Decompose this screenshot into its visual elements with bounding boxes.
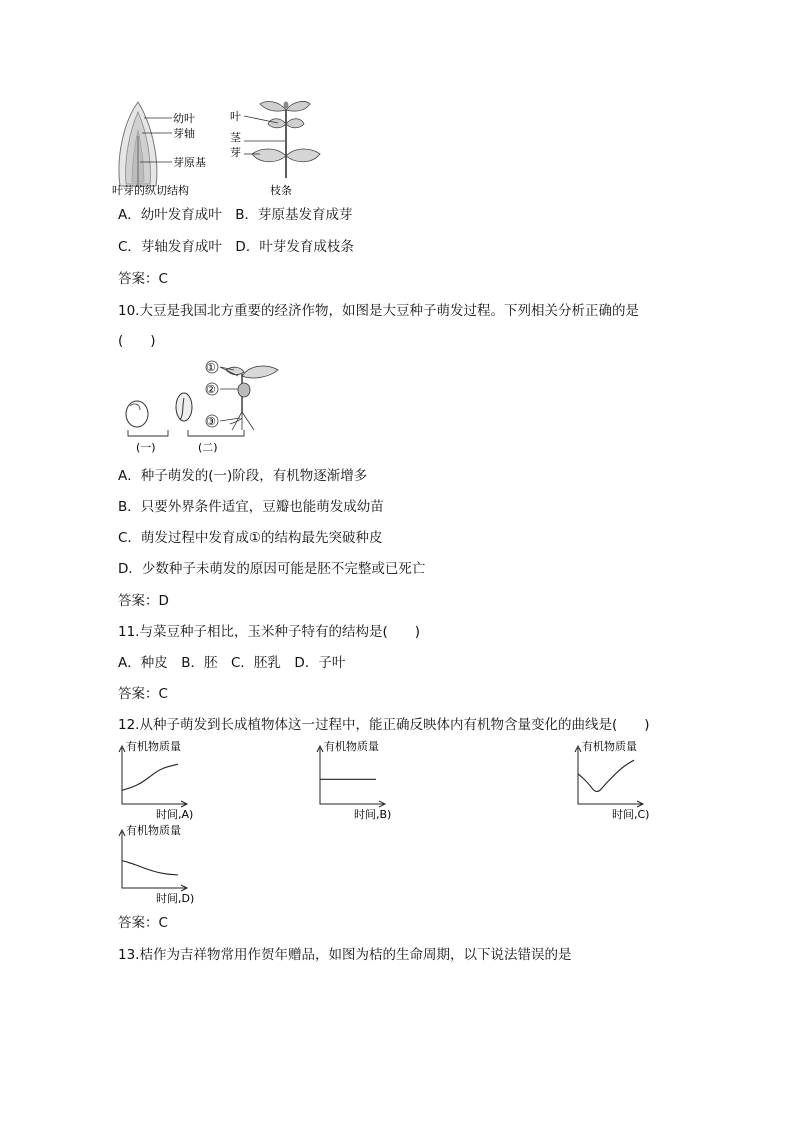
chart-c-ylabel: 有机物质量 bbox=[582, 740, 637, 753]
chart-d-series-line bbox=[122, 861, 178, 875]
q12-answer: 答案：C bbox=[118, 915, 168, 931]
stage-label-one: (一) bbox=[136, 441, 156, 454]
chart-b-xlabel: 时间,B) bbox=[354, 808, 392, 821]
q11-options: A．种皮 B．胚 C．胚乳 D．子叶 bbox=[118, 655, 346, 671]
chart-b bbox=[316, 740, 416, 822]
chart-d-xlabel: 时间,D) bbox=[156, 892, 195, 905]
q10-stem-line1: 10.大豆是我国北方重要的经济作物，如图是大豆种子萌发过程。下列相关分析正确的是 bbox=[118, 303, 639, 319]
marker-1: ① bbox=[206, 361, 216, 374]
q10-option-a: A．种子萌发的(一)阶段，有机物逐渐增多 bbox=[118, 468, 368, 484]
marker-2: ② bbox=[206, 383, 216, 396]
q12-stem: 12.从种子萌发到长成植物体这一过程中，能正确反映体内有机物含量变化的曲线是( ) bbox=[118, 717, 650, 733]
branch-label-stem: 茎 bbox=[230, 131, 241, 144]
chart-c-series-line bbox=[578, 760, 634, 791]
q10-option-d: D．少数种子未萌发的原因可能是胚不完整或已死亡 bbox=[118, 561, 426, 577]
q10-figure bbox=[118, 360, 290, 432]
branch-illustration bbox=[244, 102, 320, 179]
chart-c-svg bbox=[574, 740, 674, 822]
q11-answer: 答案：C bbox=[118, 686, 168, 702]
seedling-illustration bbox=[220, 366, 278, 430]
q10-stem-line2: ( ) bbox=[118, 333, 156, 349]
chart-c bbox=[574, 740, 674, 822]
q10-stage-brackets bbox=[118, 428, 258, 456]
chart-a-axes bbox=[122, 748, 186, 804]
chart-b-ylabel: 有机物质量 bbox=[324, 740, 379, 753]
chart-a-ylabel: 有机物质量 bbox=[126, 740, 181, 753]
branch-label-leaf: 叶 bbox=[230, 110, 241, 123]
chart-d-ylabel: 有机物质量 bbox=[126, 824, 181, 837]
q13-stem: 13.桔作为吉祥物常用作贺年赠品，如图为桔的生命周期，以下说法错误的是 bbox=[118, 947, 572, 963]
q11-stem: 11.与菜豆种子相比，玉米种子特有的结构是( ) bbox=[118, 624, 421, 640]
chart-c-xlabel: 时间,C) bbox=[612, 808, 650, 821]
chart-b-axes bbox=[320, 748, 384, 804]
bud-caption: 叶芽的纵切结构 bbox=[112, 184, 189, 197]
bud-label-bud-primordium: 芽原基 bbox=[173, 156, 206, 169]
germinating-seed-illustration bbox=[176, 393, 192, 421]
branch-caption: 枝条 bbox=[270, 184, 292, 197]
bud-label-young-leaf: 幼叶 bbox=[173, 112, 195, 125]
chart-a-svg bbox=[118, 740, 218, 822]
q9-figure bbox=[110, 96, 340, 200]
soybean-seed-illustration bbox=[126, 401, 148, 427]
chart-a bbox=[118, 740, 218, 822]
q9-options-line2: C．芽轴发育成叶 D．叶芽发育成枝条 bbox=[118, 239, 354, 255]
q10-option-b: B．只要外界条件适宜，豆瓣也能萌发成幼苗 bbox=[118, 499, 384, 515]
chart-a-xlabel: 时间,A) bbox=[156, 808, 194, 821]
q10-option-c: C．萌发过程中发育成①的结构最先突破种皮 bbox=[118, 530, 383, 546]
bud-section-illustration bbox=[119, 102, 172, 186]
chart-c-axes bbox=[578, 748, 642, 804]
q9-answer: 答案：C bbox=[118, 271, 168, 287]
bud-label-bud-axis: 芽轴 bbox=[173, 127, 195, 140]
q9-options-line1: A．幼叶发育成叶 B．芽原基发育成芽 bbox=[118, 207, 353, 223]
chart-d bbox=[118, 824, 218, 906]
chart-d-svg bbox=[118, 824, 218, 906]
chart-b-svg bbox=[316, 740, 416, 822]
q10-answer: 答案：D bbox=[118, 593, 169, 609]
stage-label-two: (二) bbox=[198, 441, 218, 454]
chart-d-axes bbox=[122, 832, 186, 888]
chart-a-series-line bbox=[122, 764, 178, 790]
marker-3: ③ bbox=[206, 415, 216, 428]
branch-label-bud: 芽 bbox=[230, 146, 241, 159]
